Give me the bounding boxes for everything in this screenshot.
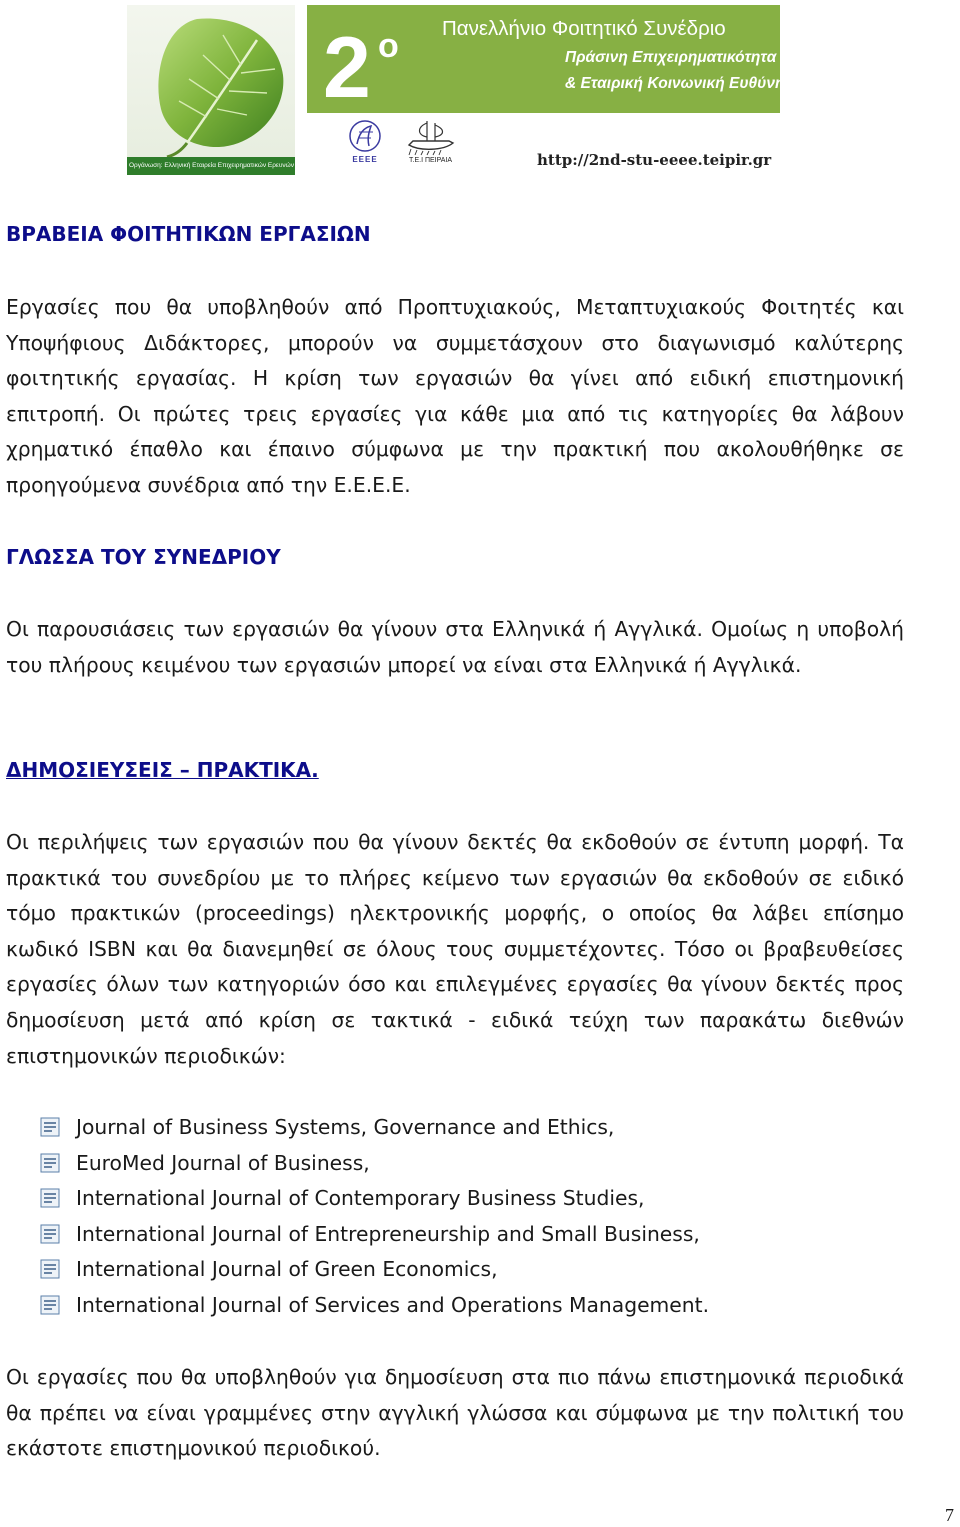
leaf-image [127,5,338,175]
journal-name: Journal of Business Systems, Governance and Ethics, [76,1115,615,1139]
list-item [40,1146,709,1182]
conference-title: Πανελλήνιο Φοιτητικό Συνέδριο [442,17,726,40]
publications-heading: ΔΗΜΟΣΙΕΥΣΕΙΣ – ΠΡΑΚΤΙΚΑ. [6,758,319,782]
edition-number: 2 [323,20,371,116]
awards-heading: ΒΡΑΒΕΙΑ ΦΟΙΤΗΤΙΚΩΝ ΕΡΓΑΣΙΩΝ [6,222,371,246]
conference-subtitle-1: Πράσινη Επιχειρηματικότητα [565,49,777,66]
conference-banner [127,5,785,175]
conference-url[interactable]: http://2nd-stu-eeee.teipir.gr [537,151,772,169]
bullet-icon [40,1153,60,1173]
journal-name: EuroMed Journal of Business, [76,1150,370,1175]
journal-name: International Journal of Green Economics, [76,1257,498,1282]
banner-green-box [307,5,785,116]
leaf-caption: Οργάνωση: Ελληνική Εταιρεία Επιχειρηματικών Ερευνών - Τ.Ε.Ι. Πειραιά [127,157,295,175]
list-item [40,1181,709,1217]
leaf-icon [127,5,295,157]
eeee-logo-icon [345,118,385,156]
page-number: 7 [945,1505,954,1525]
journal-name: International Journal of Services and Operations Management. [76,1292,710,1317]
bullet-icon [40,1188,60,1208]
journal-name: International Journal of Contemporary Business Studies, [76,1186,645,1211]
bullet-icon [40,1117,60,1137]
publications-paragraph: Οι περιλήψεις των εργασιών που θα γίνουν δεκτές θα εκδοθούν σε έντυπη μορφή. Τα πρακτικά του συνεδρίου με το πλήρες κείμενο των εργασιών θα εκδοθούν σε ειδικό τόμο πρακτικών (proceedings) ηλεκτρονικής μορφής, ο οποίος θα λάβει επίσημο κωδικό ISBN και θα διανεμηθεί σε όλους τους συμμετέχοντες. Τόσο οι βραβευθείσες εργασίες όλων των κατηγοριών όσο και επιλεγμένες εργασίες θα γίνουν δεκτές προς δημοσίευση μετά από κρίση σε τακτικά - ειδικά τεύχη των παρακάτω διεθνών επιστημονικών περιοδικών: [6,830,904,1068]
bullet-icon [40,1295,60,1315]
bullet-icon [40,1224,60,1244]
list-item [40,1217,709,1253]
journal-name: International Journal of Entrepreneurship and Small Business, [76,1221,700,1246]
journal-list [40,1110,709,1324]
eeee-logo-text: EEEE [352,155,378,164]
list-item [40,1288,709,1324]
list-item [40,1252,709,1288]
edition-suffix: ο [378,27,399,65]
awards-paragraph: Εργασίες που θα υποβληθούν από Προπτυχιακούς, Μεταπτυχιακούς Φοιτητές και Υποψήφιους Διδάκτορες, μπορούν να συμμετάσχουν στο διαγωνισμό καλύτερης φοιτητικής εργασίας. Η κρίση των εργασιών θα γίνει από ειδική επιστημονική επιτροπή. Οι πρώτες τρεις εργασίες για κάθε μια από τις κατηγορίες θα λάβουν χρηματικό έπαθλο και έπαινο σύμφωνα με την πρακτική που ακολουθήθηκε σε προηγούμενα συνέδρια από την Ε.Ε.Ε.Ε. [6,295,904,497]
language-paragraph: Οι παρουσιάσεις των εργασιών θα γίνουν στα Ελληνικά ή Αγγλικά. Ομοίως η υποβολή του πλήρους κειμένου των εργασιών μπορεί να είναι στα Ελληνικά ή Αγγλικά. [6,617,904,677]
list-item [40,1110,709,1146]
bullet-icon [40,1259,60,1279]
conference-subtitle-2: & Εταιρική Κοινωνική Ευθύνη [565,75,785,92]
tei-piraeus-text: Τ.Ε.Ι ΠΕΙΡΑΙΑ [409,157,453,164]
closing-paragraph: Οι εργασίες που θα υποβληθούν για δημοσίευση στα πιο πάνω επιστημονικά περιοδικά θα πρέπει να είναι γραμμένες στην αγγλική γλώσσα και σύμφωνα με την πολιτική του εκάστοτε επιστημονικού περιοδικού. [6,1365,904,1461]
language-heading: ΓΛΩΣΣΑ ΤΟΥ ΣΥΝΕΔΡΙΟΥ [6,545,281,569]
tei-ship-logo-icon [405,117,457,157]
banner-title-panel [307,5,785,175]
